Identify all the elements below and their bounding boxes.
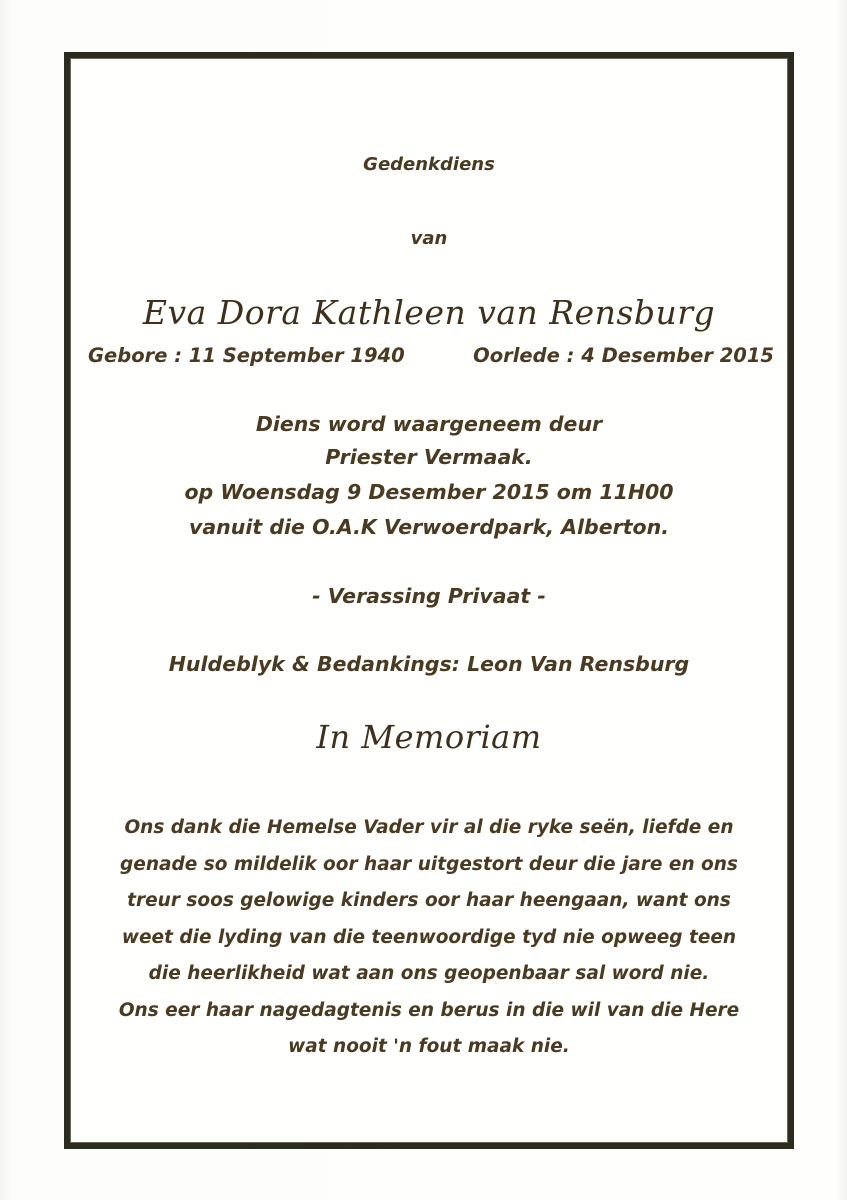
cremation-note: - Verassing Privaat - bbox=[312, 584, 546, 608]
closing-line: wat nooit 'n fout maak nie. bbox=[288, 1036, 570, 1057]
service-officiant-line: Diens word waargeneem deur bbox=[255, 412, 603, 436]
tributes-line: Huldeblyk & Bedankings: Leon Van Rensburg bbox=[168, 652, 690, 676]
closing-line: Ons dank die Hemelse Vader vir al die ryke seën, liefde en bbox=[124, 817, 734, 838]
deceased-name: Eva Dora Kathleen van Rensburg bbox=[142, 293, 716, 332]
closing-line: Ons eer haar nagedagtenis en berus in die wil van die Here bbox=[118, 999, 740, 1021]
death-date: Oorlede : 4 Desember 2015 bbox=[473, 344, 774, 367]
closing-line: die heerlikheid wat aan ons geopenbaar sal word nie. bbox=[148, 963, 710, 984]
memorial-card-border bbox=[64, 52, 794, 1149]
life-dates bbox=[88, 344, 774, 367]
in-memoriam-title: In Memoriam bbox=[316, 718, 542, 756]
birth-date: Gebore : 11 September 1940 bbox=[88, 344, 405, 367]
closing-line: weet die lyding van die teenwoordige tyd nie opweeg teen bbox=[121, 926, 737, 948]
service-venue-line: vanuit die O.A.K Verwoerdpark, Alberton. bbox=[188, 515, 670, 539]
van-label: van bbox=[410, 228, 448, 249]
closing-line: treur soos gelowige kinders oor haar heengaan, want ons bbox=[127, 890, 731, 911]
service-priest-line: Priester Vermaak. bbox=[325, 445, 533, 469]
closing-line: genade so mildelik oor haar uitgestort deur die jare en ons bbox=[120, 853, 738, 875]
card-heading: Gedenkdiens bbox=[363, 154, 495, 175]
closing-paragraph bbox=[70, 810, 788, 1066]
service-datetime-line: op Woensdag 9 Desember 2015 om 11H00 bbox=[184, 480, 674, 504]
